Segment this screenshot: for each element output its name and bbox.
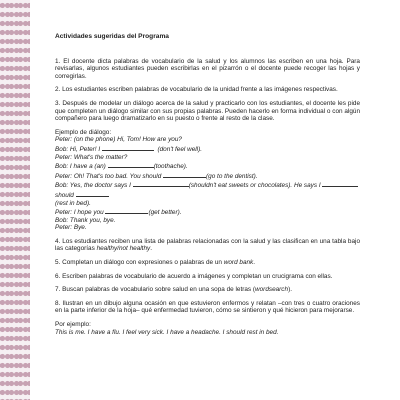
document-page: [55, 33, 360, 336]
fill-blank: [322, 180, 358, 187]
dialog-line: Peter: What's the matter?: [55, 153, 128, 161]
fill-blank: [133, 180, 189, 187]
activity-item-6: 6. Escriben palabras de vocabulario de acuerdo a imágenes y completan un crucigrama con ellas.: [55, 272, 333, 280]
activity-item-7: 7. Buscan palabras de vocabulario sobre salud en una sopa de letras (wordsearch).: [55, 286, 292, 294]
fill-blank: [108, 161, 154, 168]
dialog-label: Ejemplo de diálogo:: [55, 128, 112, 136]
fill-blank: [163, 171, 206, 178]
example-dialog: [55, 129, 360, 232]
dialog-line: Peter: (on the phone) Hi, Tom! How are you?: [55, 136, 182, 144]
dialog-line: Peter: Bye.: [55, 224, 87, 232]
activity-item-5: 5. Completan un diálogo con expresiones o palabras de un word bank.: [55, 259, 256, 267]
page-title: Actividades sugeridas del Programa: [55, 33, 169, 40]
fill-blank: [76, 190, 109, 197]
dialog-line: should: [55, 190, 360, 200]
activity-item-8: 8. Ilustran en un dibujo alguna ocasión en que estuvieron enfermos y relatan –con tres o cuatro oraciones en la parte inferior de la hoja– qué enfermedad tuvieron, cómo se sintieron y qué hicieron para mejorarse.: [55, 299, 360, 315]
spiral-binding: [0, 0, 30, 400]
dialog-line: Bob: I have a (an) (toothache).: [55, 163, 188, 171]
activity-item-1: 1. El docente dicta palabras de vocabulario de la salud y los alumnos las escriben en una hoja. Para revisarlas, algunos estudiantes pueden escribirlas en el pizarrón o el docente puede recoger las hojas y corregirlas.: [55, 57, 360, 80]
dialog-line: Peter: I hope you (get better).: [55, 209, 182, 217]
dialog-line: Bob: Hi, Peter! I (don't feel well).: [55, 145, 203, 153]
dialog-line: Bob: Yes, the doctor says I (shouldn't eat sweets or chocolates). He says I: [55, 180, 360, 190]
fill-blank: [105, 207, 148, 214]
fill-blank: [102, 144, 154, 151]
dialog-line: Bob: Thank you, bye.: [55, 216, 116, 224]
dialog-line: Peter: Oh! That's too bad. You should (go to the dentist).: [55, 172, 258, 180]
example-label: Por ejemplo:: [55, 321, 91, 329]
activity-item-2: 2. Los estudiantes escriben palabras de vocabulario de la unidad frente a las imágenes respectivas.: [55, 86, 338, 94]
dialog-line: (rest in bed).: [55, 199, 91, 207]
activity-item-3: 3. Después de modelar un diálogo acerca de la salud y practicarlo con los estudiantes, el docente les pide que completen un diálogo similar con sus propias palabras. Pueden hacerlo en forma individual o con algún compañero para luego dramatizarlo en su puesto o frente al resto de la clase.: [55, 99, 360, 123]
example-text: This is me. I have a flu. I feel very sick. I have a headache. I should rest in bed.: [55, 328, 279, 336]
activity-item-4: 4. Los estudiantes reciben una lista de palabras relacionadas con la salud y las clasifican en una tabla bajo las categorías healthy/not healthy.: [55, 237, 360, 253]
